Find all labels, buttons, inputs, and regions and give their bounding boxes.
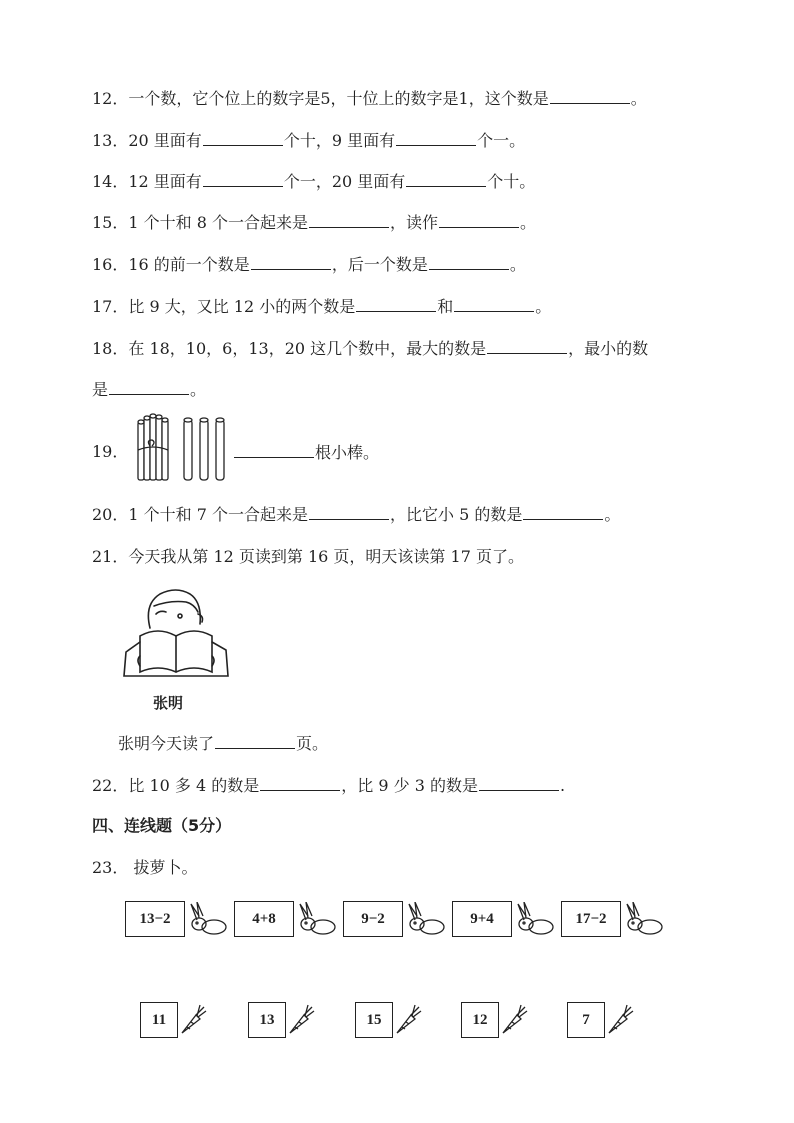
rabbit-expression-box[interactable]: 17−2 xyxy=(561,901,621,937)
carrot-number-box[interactable]: 7 xyxy=(567,1002,605,1038)
carrot-icon xyxy=(178,1003,208,1035)
student-name: 张明 xyxy=(153,694,184,712)
question-18-cont: 是 。 xyxy=(92,380,207,399)
answer-blank[interactable] xyxy=(309,503,389,520)
question-21-answer: 张明今天读了 页。 xyxy=(118,734,329,753)
answer-blank[interactable] xyxy=(487,337,567,354)
answer-blank[interactable] xyxy=(215,732,295,749)
carrot-number-box[interactable]: 11 xyxy=(140,1002,178,1038)
answer-blank[interactable] xyxy=(454,295,534,312)
question-14: 14．12 里面有 个一，20 里面有 个十。 xyxy=(92,172,536,191)
carrot-number-box[interactable]: 12 xyxy=(461,1002,499,1038)
carrot-number-box[interactable]: 15 xyxy=(355,1002,393,1038)
answer-blank[interactable] xyxy=(523,503,603,520)
question-text: 12．一个数，它个位上的数字是5，十位上的数字是1，这个数是 xyxy=(92,89,549,108)
carrot-icon xyxy=(393,1003,423,1035)
answer-blank[interactable] xyxy=(429,253,509,270)
question-18: 18．在 18，10，6，13，20 这几个数中，最大的数是 ，最小的数 xyxy=(92,339,649,358)
rabbit-icon xyxy=(296,902,338,936)
answer-blank[interactable] xyxy=(203,129,283,146)
answer-blank[interactable] xyxy=(109,378,189,395)
rabbit-icon xyxy=(405,902,447,936)
carrot-number-box[interactable]: 13 xyxy=(248,1002,286,1038)
answer-blank[interactable] xyxy=(234,441,314,458)
question-20: 20．1 个十和 7 个一合起来是 ，比它小 5 的数是 。 xyxy=(92,505,621,524)
answer-blank[interactable] xyxy=(396,129,476,146)
question-22: 22．比 10 多 4 的数是 ，比 9 少 3 的数是 . xyxy=(92,776,566,795)
rabbit-expression-box[interactable]: 9−2 xyxy=(343,901,403,937)
answer-blank[interactable] xyxy=(203,170,283,187)
answer-blank[interactable] xyxy=(439,211,519,228)
rabbit-expression-box[interactable]: 4+8 xyxy=(234,901,294,937)
rabbit-expression-box[interactable]: 13−2 xyxy=(125,901,185,937)
rabbit-expression-box[interactable]: 9+4 xyxy=(452,901,512,937)
question-16: 16．16 的前一个数是 ，后一个数是 。 xyxy=(92,255,526,274)
answer-blank[interactable] xyxy=(260,774,340,791)
answer-blank[interactable] xyxy=(406,170,486,187)
carrot-icon xyxy=(605,1003,635,1035)
answer-blank[interactable] xyxy=(356,295,436,312)
rabbit-icon xyxy=(187,902,229,936)
carrot-icon xyxy=(499,1003,529,1035)
section-heading: 四、连线题（5分） xyxy=(92,816,232,835)
question-13: 13．20 里面有 个十，9 里面有 个一。 xyxy=(92,131,526,150)
sticks-icon xyxy=(134,412,230,484)
answer-blank[interactable] xyxy=(251,253,331,270)
question-21: 21．今天我从第 12 页读到第 16 页，明天该读第 17 页了。 xyxy=(92,547,524,566)
carrot-icon xyxy=(286,1003,316,1035)
question-19: 根小棒。 xyxy=(233,441,379,464)
question-15: 15．1 个十和 8 个一合起来是 ，读作 。 xyxy=(92,213,537,232)
answer-blank[interactable] xyxy=(479,774,559,791)
answer-blank[interactable] xyxy=(309,211,389,228)
boy-reading-icon xyxy=(120,586,232,682)
rabbit-icon xyxy=(514,902,556,936)
rabbit-icon xyxy=(623,902,665,936)
question-23: 23． 拔萝卜。 xyxy=(92,858,198,877)
question-19-number: 19． xyxy=(92,442,129,461)
question-12: 12．一个数，它个位上的数字是5，十位上的数字是1，这个数是 。 xyxy=(92,89,647,108)
answer-blank[interactable] xyxy=(550,87,630,104)
question-17: 17．比 9 大，又比 12 小的两个数是 和 。 xyxy=(92,297,552,316)
